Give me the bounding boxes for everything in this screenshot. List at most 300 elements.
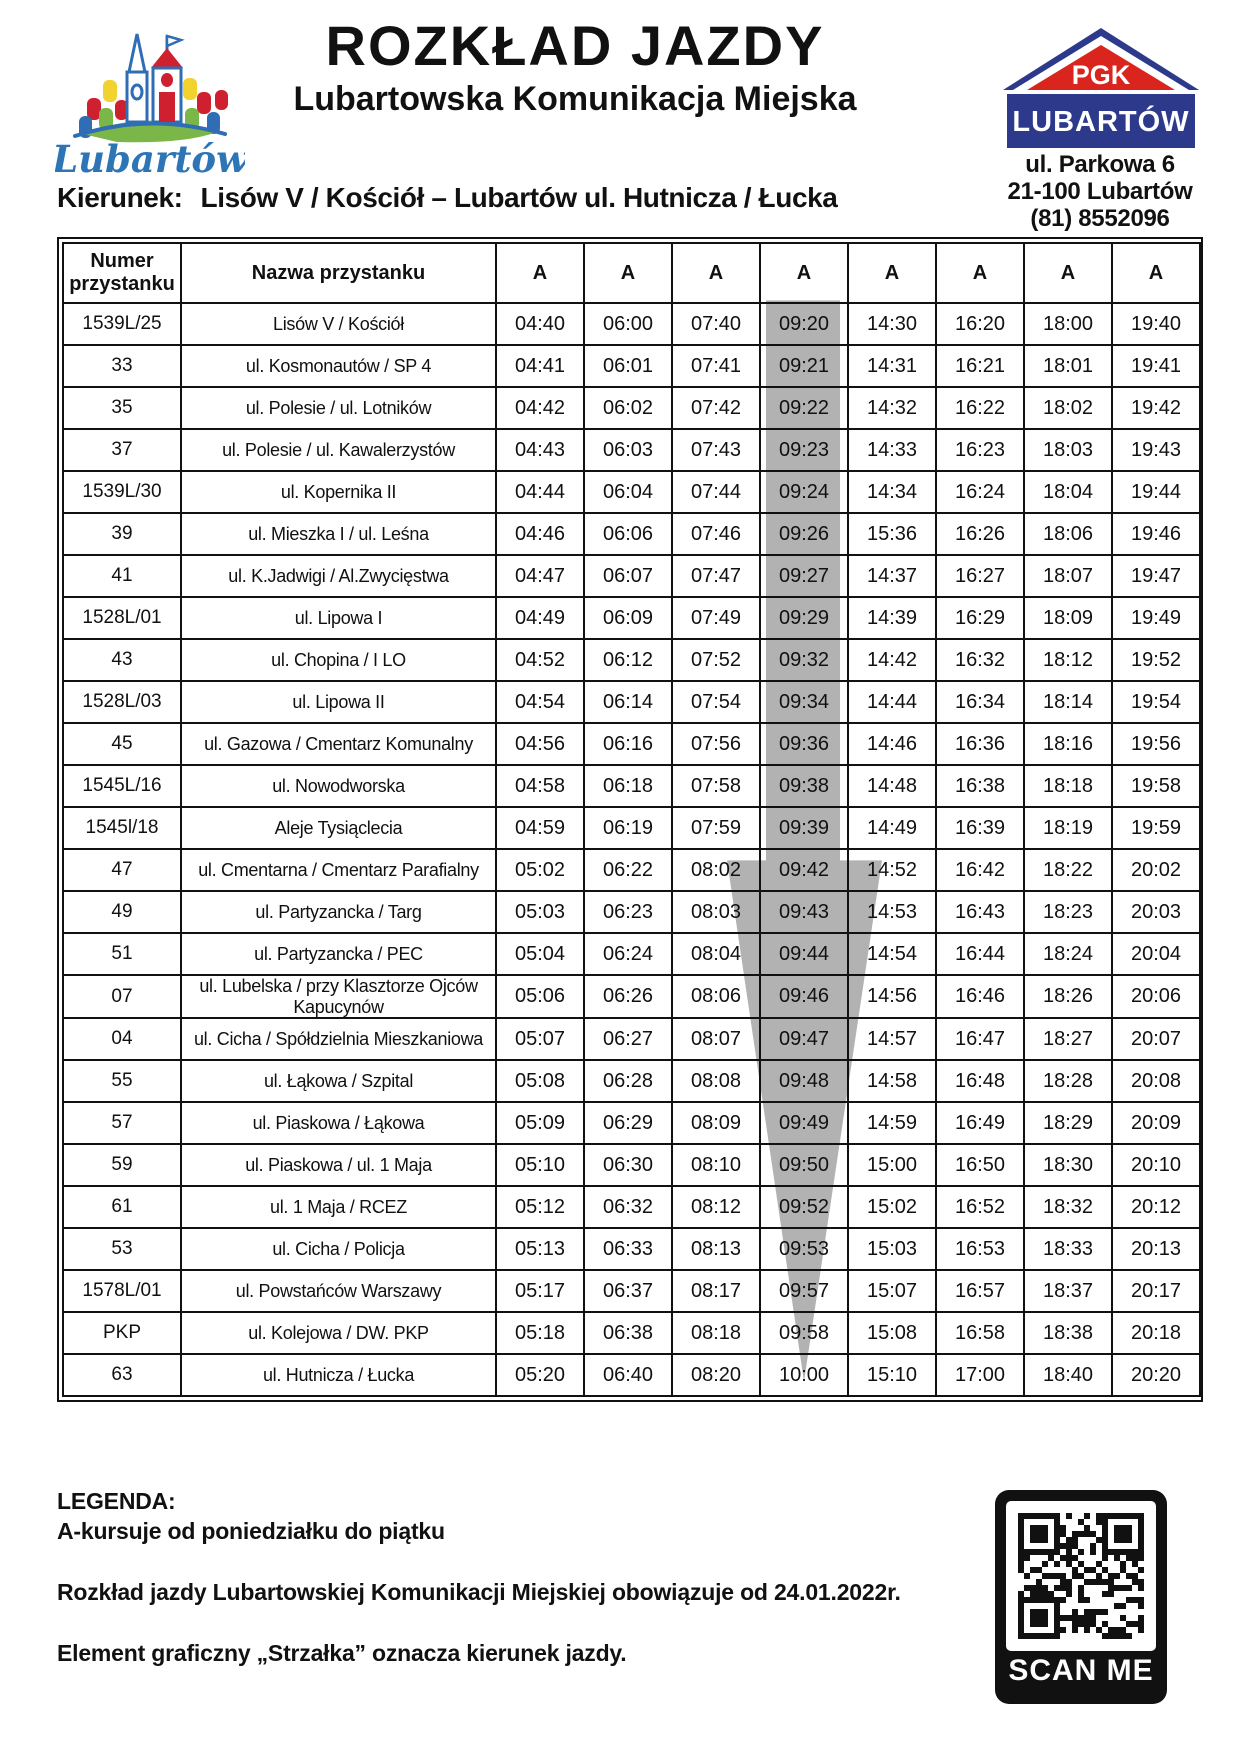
- departure-time-cell: 15:03: [848, 1228, 936, 1270]
- departure-time-cell: 05:09: [496, 1102, 584, 1144]
- departure-time-cell: 18:22: [1024, 849, 1112, 891]
- departure-time-cell: 07:44: [672, 471, 760, 513]
- departure-time-cell: 18:16: [1024, 723, 1112, 765]
- departure-time-cell: 16:32: [936, 639, 1024, 681]
- departure-time-cell: 18:04: [1024, 471, 1112, 513]
- table-row: [63, 1270, 1200, 1312]
- stop-number-cell: 49: [63, 891, 181, 933]
- stop-name-cell: ul. Polesie / ul. Lotników: [181, 387, 496, 429]
- stop-name-cell: ul. K.Jadwigi / Al.Zwycięstwa: [181, 555, 496, 597]
- departure-time-cell: 19:47: [1112, 555, 1200, 597]
- departure-time-cell: 14:37: [848, 555, 936, 597]
- departure-time-cell: 09:27: [760, 555, 848, 597]
- stop-name-cell: ul. Polesie / ul. Kawalerzystów: [181, 429, 496, 471]
- departure-time-cell: 06:22: [584, 849, 672, 891]
- stop-number-cell: 57: [63, 1102, 181, 1144]
- legend-validity: Rozkład jazdy Lubartowskiej Komunikacji Miejskiej obowiązuje od 24.01.2022r.: [57, 1578, 901, 1605]
- departure-time-cell: 16:38: [936, 765, 1024, 807]
- departure-time-cell: 05:18: [496, 1312, 584, 1354]
- address-line-3: (81) 8552096: [1030, 204, 1170, 232]
- table-row: [63, 933, 1200, 975]
- direction-line: [57, 182, 837, 214]
- departure-time-cell: 07:47: [672, 555, 760, 597]
- departure-time-cell: 16:34: [936, 681, 1024, 723]
- departure-time-cell: 06:02: [584, 387, 672, 429]
- pgk-logo-top-text: PGK: [1071, 60, 1131, 90]
- departure-time-cell: 05:07: [496, 1018, 584, 1060]
- departure-time-cell: 08:02: [672, 849, 760, 891]
- departure-time-cell: 14:31: [848, 345, 936, 387]
- departure-time-cell: 20:17: [1112, 1270, 1200, 1312]
- departure-time-cell: 09:42: [760, 849, 848, 891]
- stop-name-cell: ul. 1 Maja / RCEZ: [181, 1186, 496, 1228]
- departure-time-cell: 09:47: [760, 1018, 848, 1060]
- stop-number-cell: 41: [63, 555, 181, 597]
- departure-time-cell: 07:49: [672, 597, 760, 639]
- departure-time-cell: 16:24: [936, 471, 1024, 513]
- legend: [57, 1487, 957, 1669]
- departure-time-cell: 16:36: [936, 723, 1024, 765]
- departure-time-cell: 19:41: [1112, 345, 1200, 387]
- departure-time-cell: 06:16: [584, 723, 672, 765]
- table-row: [63, 807, 1200, 849]
- table-row: [63, 555, 1200, 597]
- departure-time-cell: 06:30: [584, 1144, 672, 1186]
- departure-time-cell: 08:06: [672, 975, 760, 1018]
- departure-time-cell: 16:23: [936, 429, 1024, 471]
- col-header-service: A: [584, 243, 672, 303]
- departure-time-cell: 14:30: [848, 303, 936, 345]
- departure-time-cell: 18:40: [1024, 1354, 1112, 1396]
- timetable-body: [63, 303, 1200, 1396]
- departure-time-cell: 16:44: [936, 933, 1024, 975]
- address-line-2: 21-100 Lubartów: [1007, 177, 1193, 205]
- departure-time-cell: 07:56: [672, 723, 760, 765]
- stop-name-cell: ul. Kopernika II: [181, 471, 496, 513]
- timetable-frame: [57, 237, 1203, 1402]
- city-logo-icon: [55, 20, 245, 185]
- departure-time-cell: 18:30: [1024, 1144, 1112, 1186]
- departure-time-cell: 05:17: [496, 1270, 584, 1312]
- departure-time-cell: 14:48: [848, 765, 936, 807]
- departure-time-cell: 18:00: [1024, 303, 1112, 345]
- stop-number-cell: 1528L/03: [63, 681, 181, 723]
- departure-time-cell: 05:06: [496, 975, 584, 1018]
- departure-time-cell: 08:12: [672, 1186, 760, 1228]
- stop-number-cell: 1545l/18: [63, 807, 181, 849]
- departure-time-cell: 08:10: [672, 1144, 760, 1186]
- departure-time-cell: 04:56: [496, 723, 584, 765]
- departure-time-cell: 20:02: [1112, 849, 1200, 891]
- table-row: [63, 765, 1200, 807]
- departure-time-cell: 19:49: [1112, 597, 1200, 639]
- table-row: [63, 1060, 1200, 1102]
- departure-time-cell: 16:46: [936, 975, 1024, 1018]
- departure-time-cell: 06:29: [584, 1102, 672, 1144]
- departure-time-cell: 06:12: [584, 639, 672, 681]
- departure-time-cell: 04:46: [496, 513, 584, 555]
- departure-time-cell: 19:59: [1112, 807, 1200, 849]
- page-subtitle: Lubartowska Komunikacja Miejska: [293, 80, 857, 118]
- departure-time-cell: 04:43: [496, 429, 584, 471]
- qr-code-icon: [1006, 1501, 1156, 1651]
- timetable: [62, 242, 1201, 1397]
- pgk-logo-icon: [1003, 28, 1199, 152]
- departure-time-cell: 04:41: [496, 345, 584, 387]
- departure-time-cell: 09:21: [760, 345, 848, 387]
- departure-time-cell: 06:32: [584, 1186, 672, 1228]
- departure-time-cell: 07:46: [672, 513, 760, 555]
- departure-time-cell: 06:27: [584, 1018, 672, 1060]
- departure-time-cell: 08:04: [672, 933, 760, 975]
- stop-name-cell: ul. Cmentarna / Cmentarz Parafialny: [181, 849, 496, 891]
- stop-number-cell: PKP: [63, 1312, 181, 1354]
- table-row: [63, 345, 1200, 387]
- departure-time-cell: 09:48: [760, 1060, 848, 1102]
- stop-name-cell: ul. Lipowa II: [181, 681, 496, 723]
- departure-time-cell: 07:43: [672, 429, 760, 471]
- departure-time-cell: 08:13: [672, 1228, 760, 1270]
- table-row: [63, 513, 1200, 555]
- departure-time-cell: 07:40: [672, 303, 760, 345]
- pgk-logo: [1003, 28, 1199, 157]
- stop-name-cell: ul. Gazowa / Cmentarz Komunalny: [181, 723, 496, 765]
- departure-time-cell: 09:39: [760, 807, 848, 849]
- departure-time-cell: 20:10: [1112, 1144, 1200, 1186]
- departure-time-cell: 05:08: [496, 1060, 584, 1102]
- departure-time-cell: 06:07: [584, 555, 672, 597]
- stop-name-cell: ul. Lubelska / przy Klasztorze Ojców Kapucynów: [181, 975, 496, 1018]
- stop-number-cell: 61: [63, 1186, 181, 1228]
- stop-name-cell: ul. Partyzancka / Targ: [181, 891, 496, 933]
- departure-time-cell: 06:18: [584, 765, 672, 807]
- table-row: [63, 639, 1200, 681]
- qr-code-block: [995, 1490, 1167, 1704]
- stop-number-cell: 1539L/25: [63, 303, 181, 345]
- departure-time-cell: 09:23: [760, 429, 848, 471]
- departure-time-cell: 18:19: [1024, 807, 1112, 849]
- departure-time-cell: 08:03: [672, 891, 760, 933]
- stop-number-cell: 51: [63, 933, 181, 975]
- departure-time-cell: 16:39: [936, 807, 1024, 849]
- departure-time-cell: 20:18: [1112, 1312, 1200, 1354]
- title-block: [250, 14, 900, 119]
- departure-time-cell: 07:41: [672, 345, 760, 387]
- departure-time-cell: 20:07: [1112, 1018, 1200, 1060]
- departure-time-cell: 18:27: [1024, 1018, 1112, 1060]
- departure-time-cell: 09:20: [760, 303, 848, 345]
- legend-arrow-note: Element graficzny „Strzałka” oznacza kierunek jazdy.: [57, 1639, 627, 1666]
- col-header-service: A: [672, 243, 760, 303]
- departure-time-cell: 09:58: [760, 1312, 848, 1354]
- departure-time-cell: 15:00: [848, 1144, 936, 1186]
- departure-time-cell: 18:23: [1024, 891, 1112, 933]
- departure-time-cell: 07:58: [672, 765, 760, 807]
- departure-time-cell: 18:03: [1024, 429, 1112, 471]
- departure-time-cell: 16:48: [936, 1060, 1024, 1102]
- lubartow-city-logo: [55, 20, 245, 190]
- departure-time-cell: 09:24: [760, 471, 848, 513]
- stop-number-cell: 33: [63, 345, 181, 387]
- departure-time-cell: 18:24: [1024, 933, 1112, 975]
- departure-time-cell: 14:59: [848, 1102, 936, 1144]
- departure-time-cell: 06:37: [584, 1270, 672, 1312]
- departure-time-cell: 18:29: [1024, 1102, 1112, 1144]
- pgk-logo-bottom-text: LUBARTÓW: [1012, 106, 1190, 138]
- stop-number-cell: 45: [63, 723, 181, 765]
- departure-time-cell: 16:49: [936, 1102, 1024, 1144]
- stop-name-cell: ul. Hutnicza / Łucka: [181, 1354, 496, 1396]
- departure-time-cell: 18:33: [1024, 1228, 1112, 1270]
- departure-time-cell: 05:02: [496, 849, 584, 891]
- departure-time-cell: 18:32: [1024, 1186, 1112, 1228]
- departure-time-cell: 18:38: [1024, 1312, 1112, 1354]
- departure-time-cell: 04:44: [496, 471, 584, 513]
- departure-time-cell: 19:56: [1112, 723, 1200, 765]
- departure-time-cell: 09:26: [760, 513, 848, 555]
- table-row: [63, 1186, 1200, 1228]
- qr-scan-label: SCAN ME: [1008, 1654, 1154, 1687]
- table-row: [63, 849, 1200, 891]
- departure-time-cell: 05:12: [496, 1186, 584, 1228]
- departure-time-cell: 14:49: [848, 807, 936, 849]
- departure-time-cell: 16:26: [936, 513, 1024, 555]
- departure-time-cell: 04:52: [496, 639, 584, 681]
- stop-name-cell: Aleje Tysiąclecia: [181, 807, 496, 849]
- departure-time-cell: 06:40: [584, 1354, 672, 1396]
- page-title: ROZKŁAD JAZDY: [325, 14, 825, 77]
- departure-time-cell: 18:12: [1024, 639, 1112, 681]
- departure-time-cell: 09:50: [760, 1144, 848, 1186]
- departure-time-cell: 15:07: [848, 1270, 936, 1312]
- departure-time-cell: 20:08: [1112, 1060, 1200, 1102]
- stop-number-cell: 63: [63, 1354, 181, 1396]
- departure-time-cell: 16:52: [936, 1186, 1024, 1228]
- stop-number-cell: 59: [63, 1144, 181, 1186]
- departure-time-cell: 08:20: [672, 1354, 760, 1396]
- direction-label: Kierunek:: [57, 182, 183, 213]
- stop-number-cell: 53: [63, 1228, 181, 1270]
- departure-time-cell: 06:24: [584, 933, 672, 975]
- table-row: [63, 681, 1200, 723]
- stop-name-cell: ul. Lipowa I: [181, 597, 496, 639]
- departure-time-cell: 06:00: [584, 303, 672, 345]
- departure-time-cell: 18:01: [1024, 345, 1112, 387]
- departure-time-cell: 16:21: [936, 345, 1024, 387]
- departure-time-cell: 15:08: [848, 1312, 936, 1354]
- col-header-service: A: [1112, 243, 1200, 303]
- departure-time-cell: 05:10: [496, 1144, 584, 1186]
- departure-time-cell: 18:02: [1024, 387, 1112, 429]
- departure-time-cell: 04:54: [496, 681, 584, 723]
- departure-time-cell: 16:47: [936, 1018, 1024, 1060]
- timetable-area: [57, 237, 1203, 1402]
- departure-time-cell: 18:26: [1024, 975, 1112, 1018]
- departure-time-cell: 14:42: [848, 639, 936, 681]
- stop-number-cell: 47: [63, 849, 181, 891]
- stop-name-cell: ul. Piaskowa / ul. 1 Maja: [181, 1144, 496, 1186]
- departure-time-cell: 08:09: [672, 1102, 760, 1144]
- departure-time-cell: 07:59: [672, 807, 760, 849]
- departure-time-cell: 04:58: [496, 765, 584, 807]
- departure-time-cell: 20:04: [1112, 933, 1200, 975]
- departure-time-cell: 16:42: [936, 849, 1024, 891]
- departure-time-cell: 19:46: [1112, 513, 1200, 555]
- departure-time-cell: 06:38: [584, 1312, 672, 1354]
- table-row: [63, 303, 1200, 345]
- departure-time-cell: 14:52: [848, 849, 936, 891]
- stop-number-cell: 1545L/16: [63, 765, 181, 807]
- departure-time-cell: 06:09: [584, 597, 672, 639]
- departure-time-cell: 18:07: [1024, 555, 1112, 597]
- legend-line-a: A-kursuje od poniedziałku do piątku: [57, 1517, 445, 1544]
- departure-time-cell: 09:29: [760, 597, 848, 639]
- departure-time-cell: 09:53: [760, 1228, 848, 1270]
- departure-time-cell: 06:28: [584, 1060, 672, 1102]
- stop-name-cell: ul. Powstańców Warszawy: [181, 1270, 496, 1312]
- departure-time-cell: 09:32: [760, 639, 848, 681]
- departure-time-cell: 14:56: [848, 975, 936, 1018]
- table-row: [63, 891, 1200, 933]
- departure-time-cell: 18:06: [1024, 513, 1112, 555]
- departure-time-cell: 20:03: [1112, 891, 1200, 933]
- departure-time-cell: 19:40: [1112, 303, 1200, 345]
- stop-number-cell: 39: [63, 513, 181, 555]
- departure-time-cell: 18:14: [1024, 681, 1112, 723]
- departure-time-cell: 05:03: [496, 891, 584, 933]
- departure-time-cell: 16:29: [936, 597, 1024, 639]
- departure-time-cell: 20:12: [1112, 1186, 1200, 1228]
- departure-time-cell: 04:59: [496, 807, 584, 849]
- table-row: [63, 1312, 1200, 1354]
- departure-time-cell: 19:58: [1112, 765, 1200, 807]
- departure-time-cell: 19:54: [1112, 681, 1200, 723]
- col-header-service: A: [760, 243, 848, 303]
- departure-time-cell: 16:50: [936, 1144, 1024, 1186]
- departure-time-cell: 14:53: [848, 891, 936, 933]
- departure-time-cell: 18:37: [1024, 1270, 1112, 1312]
- departure-time-cell: 14:44: [848, 681, 936, 723]
- company-address: [960, 152, 1240, 233]
- qr-modules: [1006, 1501, 1156, 1651]
- table-row: [63, 1018, 1200, 1060]
- city-logo-wordmark: Lubartów: [55, 137, 245, 181]
- stop-number-cell: 1578L/01: [63, 1270, 181, 1312]
- departure-time-cell: 09:46: [760, 975, 848, 1018]
- departure-time-cell: 14:57: [848, 1018, 936, 1060]
- departure-time-cell: 07:52: [672, 639, 760, 681]
- departure-time-cell: 14:46: [848, 723, 936, 765]
- departure-time-cell: 09:22: [760, 387, 848, 429]
- departure-time-cell: 14:58: [848, 1060, 936, 1102]
- table-row: [63, 975, 1200, 1018]
- departure-time-cell: 10:00: [760, 1354, 848, 1396]
- stop-name-cell: ul. Nowodworska: [181, 765, 496, 807]
- departure-time-cell: 09:43: [760, 891, 848, 933]
- departure-time-cell: 09:38: [760, 765, 848, 807]
- departure-time-cell: 04:40: [496, 303, 584, 345]
- page-header: [0, 0, 1260, 237]
- departure-time-cell: 08:17: [672, 1270, 760, 1312]
- departure-time-cell: 04:47: [496, 555, 584, 597]
- departure-time-cell: 09:52: [760, 1186, 848, 1228]
- departure-time-cell: 09:49: [760, 1102, 848, 1144]
- departure-time-cell: 18:28: [1024, 1060, 1112, 1102]
- departure-time-cell: 06:33: [584, 1228, 672, 1270]
- col-header-service: A: [1024, 243, 1112, 303]
- table-row: [63, 387, 1200, 429]
- departure-time-cell: 16:58: [936, 1312, 1024, 1354]
- table-row: [63, 429, 1200, 471]
- departure-time-cell: 09:34: [760, 681, 848, 723]
- departure-time-cell: 06:03: [584, 429, 672, 471]
- departure-time-cell: 15:10: [848, 1354, 936, 1396]
- departure-time-cell: 19:42: [1112, 387, 1200, 429]
- departure-time-cell: 14:39: [848, 597, 936, 639]
- departure-time-cell: 04:49: [496, 597, 584, 639]
- departure-time-cell: 15:02: [848, 1186, 936, 1228]
- departure-time-cell: 20:06: [1112, 975, 1200, 1018]
- departure-time-cell: 16:43: [936, 891, 1024, 933]
- legend-heading: LEGENDA:: [57, 1488, 176, 1514]
- departure-time-cell: 05:04: [496, 933, 584, 975]
- departure-time-cell: 15:36: [848, 513, 936, 555]
- departure-time-cell: 06:06: [584, 513, 672, 555]
- stop-number-cell: 55: [63, 1060, 181, 1102]
- departure-time-cell: 06:26: [584, 975, 672, 1018]
- departure-time-cell: 20:13: [1112, 1228, 1200, 1270]
- departure-time-cell: 18:09: [1024, 597, 1112, 639]
- departure-time-cell: 07:42: [672, 387, 760, 429]
- stop-number-cell: 37: [63, 429, 181, 471]
- departure-time-cell: 06:19: [584, 807, 672, 849]
- stop-name-cell: ul. Partyzancka / PEC: [181, 933, 496, 975]
- departure-time-cell: 07:54: [672, 681, 760, 723]
- stop-name-cell: ul. Kolejowa / DW. PKP: [181, 1312, 496, 1354]
- departure-time-cell: 04:42: [496, 387, 584, 429]
- departure-time-cell: 17:00: [936, 1354, 1024, 1396]
- departure-time-cell: 08:18: [672, 1312, 760, 1354]
- stop-name-cell: ul. Piaskowa / Łąkowa: [181, 1102, 496, 1144]
- departure-time-cell: 19:43: [1112, 429, 1200, 471]
- departure-time-cell: 06:01: [584, 345, 672, 387]
- stop-name-cell: ul. Mieszka I / ul. Leśna: [181, 513, 496, 555]
- stop-name-cell: Lisów V / Kościół: [181, 303, 496, 345]
- departure-time-cell: 18:18: [1024, 765, 1112, 807]
- direction-value: Lisów V / Kościół – Lubartów ul. Hutnicza / Łucka: [200, 182, 838, 213]
- departure-time-cell: 05:20: [496, 1354, 584, 1396]
- table-row: [63, 471, 1200, 513]
- col-header-service: A: [936, 243, 1024, 303]
- departure-time-cell: 16:57: [936, 1270, 1024, 1312]
- table-row: [63, 1102, 1200, 1144]
- departure-time-cell: 09:36: [760, 723, 848, 765]
- stop-number-cell: 35: [63, 387, 181, 429]
- departure-time-cell: 05:13: [496, 1228, 584, 1270]
- stop-name-cell: ul. Cicha / Spółdzielnia Mieszkaniowa: [181, 1018, 496, 1060]
- stop-number-cell: 04: [63, 1018, 181, 1060]
- departure-time-cell: 06:04: [584, 471, 672, 513]
- table-row: [63, 723, 1200, 765]
- table-row: [63, 1228, 1200, 1270]
- departure-time-cell: 14:54: [848, 933, 936, 975]
- table-row: [63, 1354, 1200, 1396]
- departure-time-cell: 20:09: [1112, 1102, 1200, 1144]
- departure-time-cell: 20:20: [1112, 1354, 1200, 1396]
- departure-time-cell: 06:14: [584, 681, 672, 723]
- col-header-service: A: [848, 243, 936, 303]
- departure-time-cell: 14:32: [848, 387, 936, 429]
